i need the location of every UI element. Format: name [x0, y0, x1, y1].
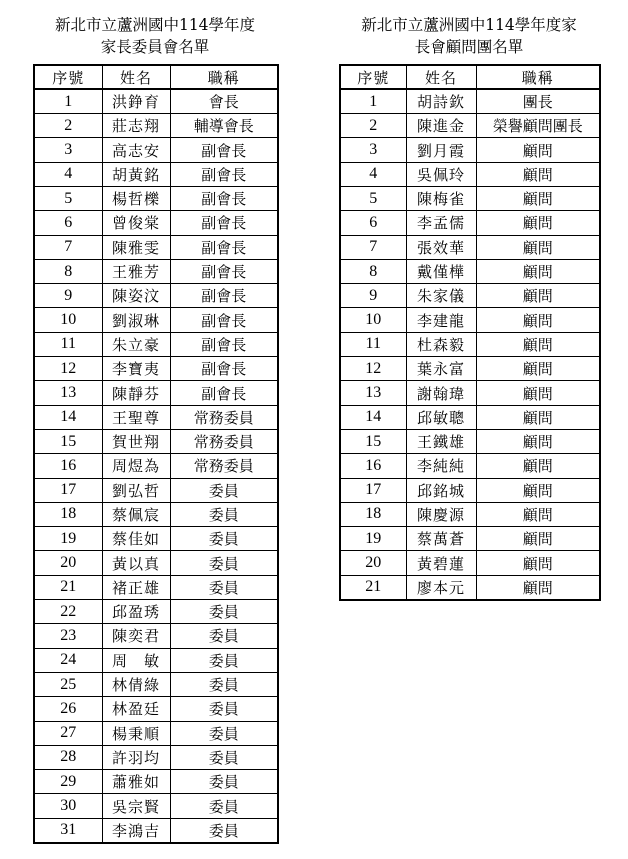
table-row: [34, 697, 278, 721]
table-row: [34, 405, 278, 429]
row-number: 22: [34, 600, 102, 624]
member-name: 陳梅雀: [406, 186, 476, 210]
header-title: 職稱: [170, 65, 278, 89]
member-name: 陳奕君: [102, 624, 170, 648]
table-row: [34, 794, 278, 818]
row-number: 29: [34, 770, 102, 794]
member-name: 廖本元: [406, 575, 476, 599]
member-name: 蔡佳如: [102, 527, 170, 551]
table-row: [340, 502, 600, 526]
table-row: [340, 284, 600, 308]
member-name: 陳慶源: [406, 502, 476, 526]
row-number: 9: [340, 284, 406, 308]
member-name: 邱敏聰: [406, 405, 476, 429]
table-row: [340, 308, 600, 332]
table-row: [340, 138, 600, 162]
row-number: 27: [34, 721, 102, 745]
member-title: 副會長: [170, 259, 278, 283]
row-number: 10: [340, 308, 406, 332]
member-name: 李建龍: [406, 308, 476, 332]
member-title: 副會長: [170, 138, 278, 162]
table-row: [34, 429, 278, 453]
row-number: 2: [34, 114, 102, 138]
row-number: 15: [340, 429, 406, 453]
row-number: 14: [340, 405, 406, 429]
row-number: 26: [34, 697, 102, 721]
member-title: 委員: [170, 624, 278, 648]
header-title: 職稱: [476, 65, 600, 89]
member-name: 曾俊棠: [102, 211, 170, 235]
member-name: 許羽均: [102, 745, 170, 769]
member-title: 副會長: [170, 186, 278, 210]
member-title: 副會長: [170, 284, 278, 308]
table-row: [34, 624, 278, 648]
row-number: 20: [34, 551, 102, 575]
member-name: 朱立豪: [102, 332, 170, 356]
member-title: 顧問: [476, 357, 600, 381]
table-row: [34, 332, 278, 356]
advisors-title-line2: 長會顧問團名單: [414, 38, 524, 56]
row-number: 1: [34, 89, 102, 113]
table-row: [34, 381, 278, 405]
member-title: 委員: [170, 478, 278, 502]
committee-title-line1: 新北市立蘆洲國中114學年度: [54, 16, 256, 34]
member-title: 顧問: [476, 454, 600, 478]
member-name: 張效華: [406, 235, 476, 259]
committee-header-row: [34, 65, 278, 89]
member-name: 陳雅雯: [102, 235, 170, 259]
member-name: 王聖尊: [102, 405, 170, 429]
advisors-header-row: [340, 65, 600, 89]
row-number: 19: [340, 527, 406, 551]
row-number: 15: [34, 429, 102, 453]
row-number: 4: [34, 162, 102, 186]
row-number: 7: [340, 235, 406, 259]
member-title: 顧問: [476, 405, 600, 429]
table-row: [340, 551, 600, 575]
row-number: 6: [340, 211, 406, 235]
table-row: [340, 478, 600, 502]
row-number: 17: [340, 478, 406, 502]
row-number: 12: [34, 357, 102, 381]
member-name: 李寶夷: [102, 357, 170, 381]
row-number: 7: [34, 235, 102, 259]
member-name: 褚正雄: [102, 575, 170, 599]
row-number: 5: [340, 186, 406, 210]
row-number: 10: [34, 308, 102, 332]
table-row: [34, 648, 278, 672]
member-name: 林倩綠: [102, 672, 170, 696]
table-row: [340, 89, 600, 113]
member-title: 顧問: [476, 527, 600, 551]
table-row: [340, 235, 600, 259]
member-name: 吳宗賢: [102, 794, 170, 818]
table-row: [34, 527, 278, 551]
table-row: [340, 211, 600, 235]
member-title: 副會長: [170, 357, 278, 381]
row-number: 25: [34, 672, 102, 696]
table-row: [340, 405, 600, 429]
member-name: 王鐵雄: [406, 429, 476, 453]
member-title: 顧問: [476, 502, 600, 526]
row-number: 23: [34, 624, 102, 648]
member-name: 陳進金: [406, 114, 476, 138]
row-number: 3: [34, 138, 102, 162]
row-number: 19: [34, 527, 102, 551]
table-row: [34, 745, 278, 769]
row-number: 5: [34, 186, 102, 210]
member-title: 副會長: [170, 381, 278, 405]
table-row: [340, 357, 600, 381]
member-name: 劉弘哲: [102, 478, 170, 502]
row-number: 21: [34, 575, 102, 599]
member-name: 李孟儒: [406, 211, 476, 235]
row-number: 18: [34, 502, 102, 526]
member-name: 陳姿汶: [102, 284, 170, 308]
committee-table: [33, 64, 279, 844]
row-number: 6: [34, 211, 102, 235]
table-row: [34, 308, 278, 332]
committee-title: [32, 14, 278, 58]
member-name: 葉永富: [406, 357, 476, 381]
table-row: [340, 114, 600, 138]
header-name: 姓名: [406, 65, 476, 89]
row-number: 3: [340, 138, 406, 162]
row-number: 9: [34, 284, 102, 308]
table-row: [34, 502, 278, 526]
member-name: 林盈廷: [102, 697, 170, 721]
member-title: 委員: [170, 527, 278, 551]
table-row: [34, 770, 278, 794]
member-name: 高志安: [102, 138, 170, 162]
table-row: [34, 551, 278, 575]
member-name: 胡詩欽: [406, 89, 476, 113]
member-title: 常務委員: [170, 429, 278, 453]
member-name: 朱家儀: [406, 284, 476, 308]
table-row: [340, 381, 600, 405]
table-row: [340, 527, 600, 551]
member-title: 顧問: [476, 235, 600, 259]
member-title: 委員: [170, 697, 278, 721]
member-title: 顧問: [476, 478, 600, 502]
row-number: 1: [340, 89, 406, 113]
member-name: 蔡佩宸: [102, 502, 170, 526]
member-title: 榮譽顧問團長: [476, 114, 600, 138]
member-title: 委員: [170, 502, 278, 526]
member-name: 戴僅樺: [406, 259, 476, 283]
table-row: [34, 235, 278, 259]
member-name: 邱盈琇: [102, 600, 170, 624]
member-name: 蔡萬蒼: [406, 527, 476, 551]
member-title: 顧問: [476, 308, 600, 332]
member-title: 顧問: [476, 381, 600, 405]
member-name: 楊哲櫟: [102, 186, 170, 210]
member-name: 吳佩玲: [406, 162, 476, 186]
table-row: [34, 211, 278, 235]
table-row: [340, 575, 600, 599]
member-name: 陳靜芬: [102, 381, 170, 405]
table-row: [34, 600, 278, 624]
row-number: 14: [34, 405, 102, 429]
table-row: [34, 478, 278, 502]
member-title: 常務委員: [170, 405, 278, 429]
member-title: 顧問: [476, 284, 600, 308]
member-title: 顧問: [476, 162, 600, 186]
table-row: [34, 721, 278, 745]
member-title: 顧問: [476, 138, 600, 162]
table-row: [34, 114, 278, 138]
member-name: 賀世翔: [102, 429, 170, 453]
row-number: 11: [34, 332, 102, 356]
member-name: 邱銘城: [406, 478, 476, 502]
table-row: [34, 454, 278, 478]
table-row: [340, 162, 600, 186]
row-number: 8: [340, 259, 406, 283]
table-row: [34, 186, 278, 210]
header-name: 姓名: [102, 65, 170, 89]
member-name: 謝翰瑋: [406, 381, 476, 405]
member-title: 委員: [170, 794, 278, 818]
member-title: 輔導會長: [170, 114, 278, 138]
table-row: [340, 454, 600, 478]
member-title: 副會長: [170, 235, 278, 259]
member-title: 副會長: [170, 308, 278, 332]
row-number: 17: [34, 478, 102, 502]
row-number: 20: [340, 551, 406, 575]
table-row: [340, 429, 600, 453]
table-row: [340, 332, 600, 356]
member-name: 蕭雅如: [102, 770, 170, 794]
row-number: 16: [340, 454, 406, 478]
row-number: 21: [340, 575, 406, 599]
table-row: [34, 138, 278, 162]
table-row: [340, 186, 600, 210]
advisors-rows: [340, 89, 600, 599]
member-name: 胡黃銘: [102, 162, 170, 186]
member-title: 團長: [476, 89, 600, 113]
table-row: [34, 575, 278, 599]
row-number: 4: [340, 162, 406, 186]
member-name: 劉淑琳: [102, 308, 170, 332]
table-row: [34, 672, 278, 696]
member-name: 黃碧蓮: [406, 551, 476, 575]
row-number: 30: [34, 794, 102, 818]
member-name: 黃以真: [102, 551, 170, 575]
row-number: 13: [340, 381, 406, 405]
row-number: 18: [340, 502, 406, 526]
member-name: 莊志翔: [102, 114, 170, 138]
member-title: 委員: [170, 575, 278, 599]
member-title: 委員: [170, 672, 278, 696]
header-number: 序號: [34, 65, 102, 89]
committee-rows: [34, 89, 278, 842]
advisors-table: [339, 64, 601, 601]
table-row: [34, 284, 278, 308]
member-title: 委員: [170, 745, 278, 769]
member-name: 劉月霞: [406, 138, 476, 162]
committee-title-line2: 家長委員會名單: [100, 38, 210, 56]
advisors-title-line1: 新北市立蘆洲國中114學年度家: [361, 16, 577, 34]
member-name: 李鴻吉: [102, 818, 170, 842]
member-name: 周 敏: [102, 648, 170, 672]
member-title: 委員: [170, 600, 278, 624]
member-title: 顧問: [476, 575, 600, 599]
row-number: 16: [34, 454, 102, 478]
table-row: [340, 259, 600, 283]
row-number: 8: [34, 259, 102, 283]
member-title: 委員: [170, 648, 278, 672]
member-name: 周煜為: [102, 454, 170, 478]
table-row: [34, 259, 278, 283]
member-title: 副會長: [170, 162, 278, 186]
member-title: 委員: [170, 551, 278, 575]
member-title: 副會長: [170, 211, 278, 235]
table-row: [34, 162, 278, 186]
member-title: 委員: [170, 721, 278, 745]
member-title: 顧問: [476, 429, 600, 453]
member-title: 顧問: [476, 259, 600, 283]
member-title: 顧問: [476, 551, 600, 575]
row-number: 24: [34, 648, 102, 672]
row-number: 28: [34, 745, 102, 769]
row-number: 12: [340, 357, 406, 381]
table-row: [34, 818, 278, 842]
member-title: 顧問: [476, 186, 600, 210]
row-number: 11: [340, 332, 406, 356]
member-name: 李純純: [406, 454, 476, 478]
member-name: 楊秉順: [102, 721, 170, 745]
row-number: 13: [34, 381, 102, 405]
member-name: 王雅芳: [102, 259, 170, 283]
row-number: 2: [340, 114, 406, 138]
member-title: 常務委員: [170, 454, 278, 478]
member-title: 副會長: [170, 332, 278, 356]
member-title: 會長: [170, 89, 278, 113]
member-title: 委員: [170, 770, 278, 794]
table-row: [34, 89, 278, 113]
header-number: 序號: [340, 65, 406, 89]
row-number: 31: [34, 818, 102, 842]
member-name: 杜森毅: [406, 332, 476, 356]
member-title: 委員: [170, 818, 278, 842]
table-row: [34, 357, 278, 381]
advisors-title: [338, 14, 600, 58]
member-name: 洪錚育: [102, 89, 170, 113]
member-title: 顧問: [476, 332, 600, 356]
member-title: 顧問: [476, 211, 600, 235]
